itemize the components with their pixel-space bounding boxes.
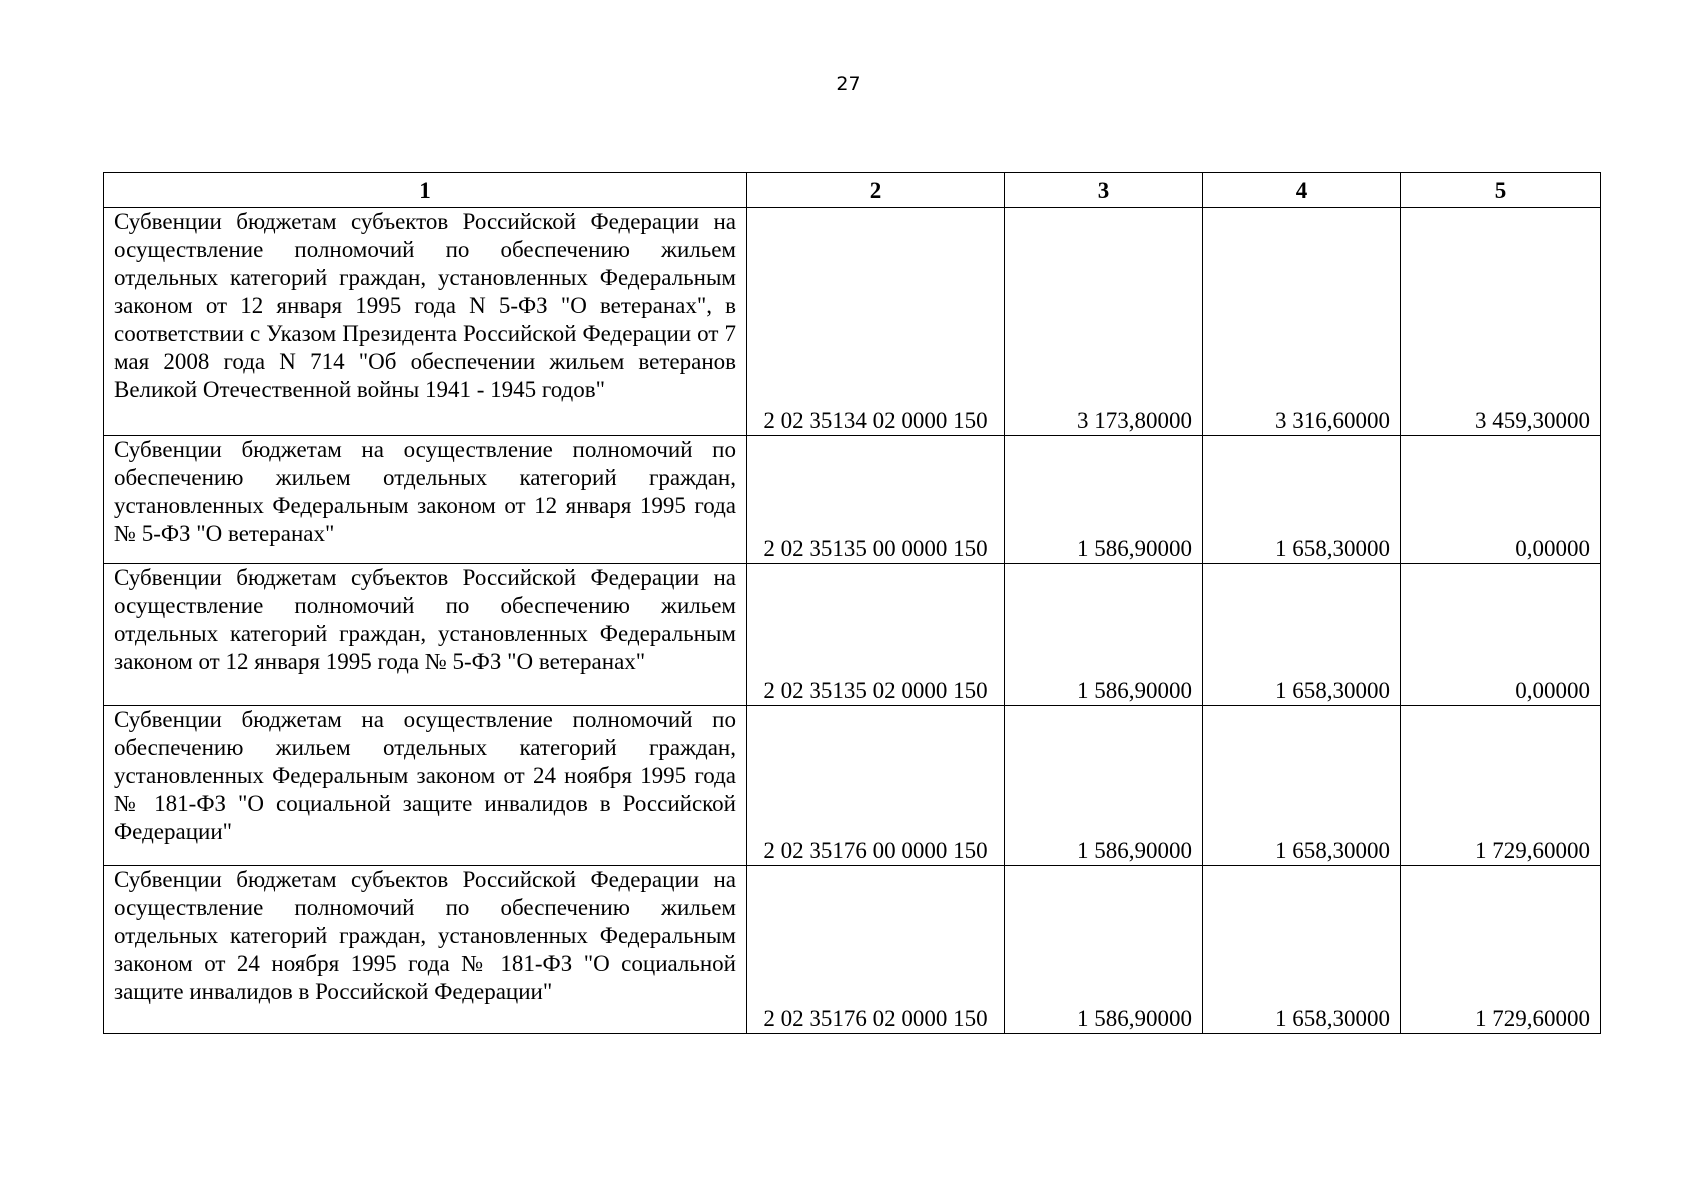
row-description: Субвенции бюджетам субъектов Российской Федерации на осуществление полномочий по обеспечению жильем отдельных категорий граждан, установленных Федеральным законом от 12 января 1995 года № 5-ФЗ "О ветеранах" [104, 564, 747, 706]
row-budget-code: 2 02 35176 00 0000 150 [747, 706, 1005, 866]
table-row [104, 866, 1601, 1034]
row-description: Субвенции бюджетам субъектов Российской Федерации на осуществление полномочий по обеспечению жильем отдельных категорий граждан, установленных Федеральным законом от 12 января 1995 года N 5-ФЗ "О ветеранах", в соответствии с Указом Президента Российской Федерации от 7 мая 2008 года N 714 "Об обеспечении жильем ветеранов Великой Отечественной войны 1941 - 1945 годов" [104, 208, 747, 436]
header-col-1: 1 [104, 173, 747, 208]
row-budget-code: 2 02 35134 02 0000 150 [747, 208, 1005, 436]
row-value-col-3: 1 586,90000 [1005, 866, 1203, 1034]
header-col-2: 2 [747, 173, 1005, 208]
row-description: Субвенции бюджетам на осуществление полномочий по обеспечению жильем отдельных категорий граждан, установленных Федеральным законом от 12 января 1995 года № 5-ФЗ "О ветеранах" [104, 436, 747, 564]
row-value-col-5: 1 729,60000 [1401, 706, 1601, 866]
table-row [104, 706, 1601, 866]
row-value-col-4: 1 658,30000 [1203, 436, 1401, 564]
row-description: Субвенции бюджетам на осуществление полномочий по обеспечению жильем отдельных категорий граждан, установленных Федеральным законом от 24 ноября 1995 года № 181-ФЗ "О социальной защите инвалидов в Российской Федерации" [104, 706, 747, 866]
page-number: 27 [836, 73, 861, 95]
row-value-col-5: 0,00000 [1401, 436, 1601, 564]
row-value-col-4: 3 316,60000 [1203, 208, 1401, 436]
row-value-col-5: 0,00000 [1401, 564, 1601, 706]
table-row [104, 564, 1601, 706]
row-value-col-5: 1 729,60000 [1401, 866, 1601, 1034]
row-value-col-3: 1 586,90000 [1005, 436, 1203, 564]
header-col-5: 5 [1401, 173, 1601, 208]
row-value-col-5: 3 459,30000 [1401, 208, 1601, 436]
row-value-col-3: 1 586,90000 [1005, 564, 1203, 706]
table-row [104, 436, 1601, 564]
row-budget-code: 2 02 35135 00 0000 150 [747, 436, 1005, 564]
header-col-3: 3 [1005, 173, 1203, 208]
row-value-col-3: 1 586,90000 [1005, 706, 1203, 866]
row-budget-code: 2 02 35135 02 0000 150 [747, 564, 1005, 706]
row-value-col-4: 1 658,30000 [1203, 564, 1401, 706]
row-budget-code: 2 02 35176 02 0000 150 [747, 866, 1005, 1034]
header-col-4: 4 [1203, 173, 1401, 208]
row-value-col-4: 1 658,30000 [1203, 866, 1401, 1034]
table-header-row [104, 173, 1601, 208]
budget-table [103, 172, 1601, 1034]
row-description: Субвенции бюджетам субъектов Российской Федерации на осуществление полномочий по обеспечению жильем отдельных категорий граждан, установленных Федеральным законом от 24 ноября 1995 года № 181-ФЗ "О социальной защите инвалидов в Российской Федерации" [104, 866, 747, 1034]
row-value-col-3: 3 173,80000 [1005, 208, 1203, 436]
table-row [104, 208, 1601, 436]
row-value-col-4: 1 658,30000 [1203, 706, 1401, 866]
